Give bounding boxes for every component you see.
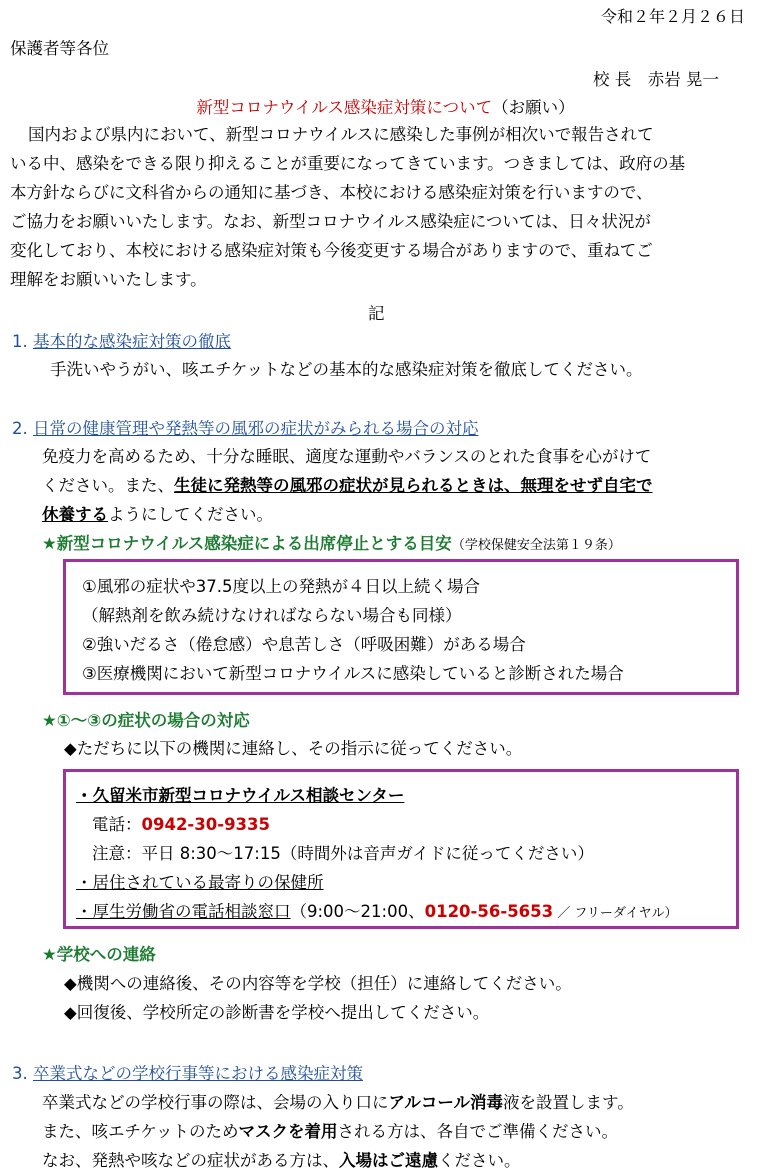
addressee: 保護者等各位 bbox=[10, 39, 109, 58]
section3-number: 3. bbox=[12, 1064, 28, 1083]
section3-text: 卒業式などの学校行事の際は、会場の入り口に bbox=[42, 1093, 389, 1112]
phone-label: 電話： bbox=[92, 815, 142, 834]
ministry-number: 0120-56-5653 bbox=[424, 902, 554, 921]
section1-body: 手洗いやうがい、咳エチケットなどの基本的な感染症対策を徹底してください。 bbox=[50, 360, 643, 379]
section3-line bbox=[42, 1118, 618, 1142]
intro-line: 理解をお願いいたします。 bbox=[10, 270, 207, 289]
section3-title: 卒業式などの学校行事等における感染症対策 bbox=[33, 1064, 363, 1083]
section3-emphasis: アルコール消毒 bbox=[388, 1093, 504, 1112]
section2-text: ください。また、 bbox=[42, 476, 174, 495]
school-contact-line: ◆回復後、学校所定の診断書を学校へ提出してください。 bbox=[64, 1003, 490, 1022]
section2-body-line: 免疫力を高めるため、十分な睡眠、適度な運動やバランスのとれた食事を心がけて bbox=[42, 447, 652, 466]
intro-line: 国内および県内において、新型コロナウイルスに感染した事例が相次いで報告されて bbox=[28, 125, 654, 144]
sender: 校 長 赤岩 晃一 bbox=[593, 70, 719, 89]
intro-line: いる中、感染をできる限り抑えることが重要になってきています。つきましては、政府の基 bbox=[10, 154, 686, 173]
criteria-heading bbox=[42, 530, 621, 554]
document-title bbox=[0, 94, 771, 118]
criteria-box bbox=[63, 559, 739, 695]
consultation-center: ・久留米市新型コロナウイルス相談センター bbox=[76, 786, 405, 805]
section2-emphasis: 休養する bbox=[42, 505, 108, 524]
section2-title: 日常の健康管理や発熱等の風邪の症状がみられる場合の対応 bbox=[33, 419, 479, 438]
section3-emphasis: マスクを着用 bbox=[238, 1122, 338, 1141]
section1-heading bbox=[12, 328, 231, 352]
section3-text: される方は、各自でご準備ください。 bbox=[337, 1122, 619, 1141]
document-date: 令和２年２月２６日 bbox=[600, 7, 745, 26]
criteria-heading-text: ★新型コロナウイルス感染症による出席停止とする目安 bbox=[42, 534, 452, 553]
criteria-item: ①風邪の症状や37.5度以上の発熱が４日以上続く場合 bbox=[82, 577, 481, 596]
school-contact-line: ◆機関への連絡後、その内容等を学校（担任）に連絡してください。 bbox=[64, 974, 572, 993]
ministry-contact bbox=[76, 898, 677, 922]
response-body: ◆ただちに以下の機関に連絡し、その指示に従ってください。 bbox=[64, 739, 523, 758]
section2-text: ようにしてください。 bbox=[108, 505, 273, 524]
ministry-name: ・厚生労働省の電話相談窓口 bbox=[76, 902, 291, 921]
section2-number: 2. bbox=[12, 419, 28, 438]
title-suffix: （お願い） bbox=[492, 98, 575, 117]
section2-body-line bbox=[42, 501, 273, 525]
section3-emphasis: 入場はご遠慮 bbox=[339, 1151, 438, 1170]
section1-number: 1. bbox=[12, 332, 28, 351]
response-heading: ★①～③の症状の場合の対応 bbox=[42, 711, 250, 730]
section3-text: なお、発熱や咳などの症状がある方は、 bbox=[42, 1151, 339, 1170]
ministry-hours: （9:00～21:00、 bbox=[290, 902, 425, 921]
section3-line bbox=[42, 1147, 521, 1171]
intro-paragraph bbox=[10, 120, 762, 294]
section1-title: 基本的な感染症対策の徹底 bbox=[33, 332, 231, 351]
section2-heading bbox=[12, 415, 479, 439]
section3-text: また、咳エチケットのため bbox=[42, 1122, 239, 1141]
phone-number: 0942-30-9335 bbox=[141, 815, 271, 834]
ki-mark: 記 bbox=[368, 304, 385, 323]
health-center: ・居住されている最寄りの保健所 bbox=[76, 873, 324, 892]
section2-body-line bbox=[42, 472, 653, 496]
school-contact-heading: ★学校への連絡 bbox=[42, 945, 156, 964]
section3-heading bbox=[12, 1060, 363, 1084]
ministry-suffix: ／ フリーダイヤル） bbox=[553, 906, 678, 921]
intro-line: ご協力をお願いいたします。なお、新型コロナウイルス感染症については、日々状況が bbox=[10, 212, 651, 231]
contacts-box bbox=[63, 769, 739, 929]
title-main: 新型コロナウイルス感染症対策について bbox=[196, 98, 493, 117]
section3-text: ください。 bbox=[438, 1151, 521, 1170]
criteria-item: ②強いだるさ（倦怠感）や息苦しさ（呼吸困難）がある場合 bbox=[82, 635, 526, 654]
criteria-item: （解熱剤を飲み続けなければならない場合も同様） bbox=[82, 606, 462, 625]
center-note: 注意：平日 8:30～17:15（時間外は音声ガイドに従ってください） bbox=[92, 844, 594, 863]
intro-line: 変化しており、本校における感染症対策も今後変更する場合がありますので、重ねてご bbox=[10, 241, 653, 260]
criteria-note: （学校保健安全法第１９条） bbox=[451, 538, 621, 553]
section2-emphasis: 生徒に発熱等の風邪の症状が見られるときは、無理をせず自宅で bbox=[174, 476, 653, 495]
section3-line bbox=[42, 1089, 634, 1113]
criteria-item: ③医療機関において新型コロナウイルスに感染していると診断された場合 bbox=[82, 664, 624, 683]
center-phone bbox=[92, 811, 270, 835]
intro-line: 本方針ならびに文科省からの通知に基づき、本校における感染症対策を行いますので、 bbox=[10, 183, 653, 202]
section3-text: 液を設置します。 bbox=[503, 1093, 634, 1112]
